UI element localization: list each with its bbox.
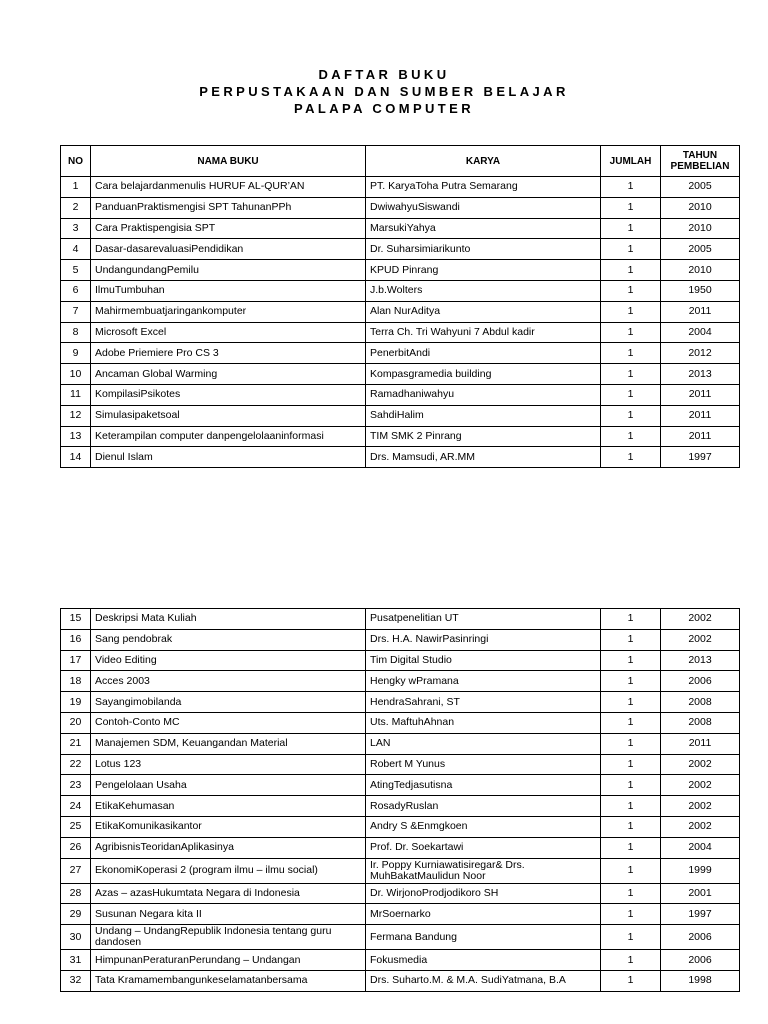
cell-tahun: 2002: [661, 629, 740, 650]
cell-nama-buku: Microsoft Excel: [91, 322, 366, 343]
doc-title-line2: PERPUSTAKAAN DAN SUMBER BELAJAR: [199, 84, 569, 99]
table-row: [61, 301, 740, 322]
table-header-row: [61, 146, 740, 177]
table-2-body: [61, 609, 740, 992]
cell-no: 2: [61, 197, 91, 218]
cell-no: 3: [61, 218, 91, 239]
cell-no: 18: [61, 671, 91, 692]
cell-tahun: 2002: [661, 609, 740, 630]
cell-no: 20: [61, 712, 91, 733]
cell-jumlah: 1: [601, 925, 661, 950]
cell-tahun: 2011: [661, 405, 740, 426]
cell-jumlah: 1: [601, 301, 661, 322]
cell-no: 17: [61, 650, 91, 671]
cell-tahun: 2012: [661, 343, 740, 364]
cell-tahun: 2013: [661, 650, 740, 671]
table-row: [61, 712, 740, 733]
cell-jumlah: 1: [601, 950, 661, 971]
cell-nama-buku: IlmuTumbuhan: [91, 280, 366, 301]
cell-nama-buku: Cara Praktispengisia SPT: [91, 218, 366, 239]
cell-no: 21: [61, 733, 91, 754]
cell-no: 16: [61, 629, 91, 650]
cell-karya: Uts. MaftuhAhnan: [366, 712, 601, 733]
cell-jumlah: 1: [601, 629, 661, 650]
cell-karya: LAN: [366, 733, 601, 754]
col-header-karya: KARYA: [366, 146, 601, 177]
cell-nama-buku: EkonomiKoperasi 2 (program ilmu – ilmu social): [91, 858, 366, 883]
cell-tahun: 2011: [661, 301, 740, 322]
table-row: [61, 775, 740, 796]
cell-tahun: 2004: [661, 837, 740, 858]
cell-no: 31: [61, 950, 91, 971]
cell-nama-buku: Pengelolaan Usaha: [91, 775, 366, 796]
cell-no: 22: [61, 754, 91, 775]
cell-no: 5: [61, 260, 91, 281]
cell-karya: Terra Ch. Tri Wahyuni 7 Abdul kadir: [366, 322, 601, 343]
doc-title-line3: PALAPA COMPUTER: [293, 101, 475, 116]
book-table-2: [60, 608, 740, 992]
cell-no: 24: [61, 796, 91, 817]
cell-karya: PT. KaryaToha Putra Semarang: [366, 177, 601, 198]
cell-tahun: 2010: [661, 218, 740, 239]
cell-tahun: 2002: [661, 816, 740, 837]
table-row: [61, 447, 740, 468]
table-row: [61, 609, 740, 630]
cell-jumlah: 1: [601, 904, 661, 925]
col-header-jumlah: JUMLAH: [601, 146, 661, 177]
cell-nama-buku: Contoh-Conto MC: [91, 712, 366, 733]
cell-tahun: 2001: [661, 883, 740, 904]
table-row: [61, 177, 740, 198]
book-table-1: [60, 145, 740, 468]
cell-karya: J.b.Wolters: [366, 280, 601, 301]
cell-no: 1: [61, 177, 91, 198]
cell-nama-buku: Mahirmembuatjaringankomputer: [91, 301, 366, 322]
cell-jumlah: 1: [601, 609, 661, 630]
cell-karya: SahdiHalim: [366, 405, 601, 426]
cell-nama-buku: Acces 2003: [91, 671, 366, 692]
cell-jumlah: 1: [601, 883, 661, 904]
table-row: [61, 733, 740, 754]
table-row: [61, 950, 740, 971]
cell-tahun: 2005: [661, 239, 740, 260]
cell-jumlah: 1: [601, 754, 661, 775]
cell-jumlah: 1: [601, 405, 661, 426]
cell-jumlah: 1: [601, 322, 661, 343]
cell-no: 12: [61, 405, 91, 426]
cell-karya: RosadyRuslan: [366, 796, 601, 817]
cell-karya: Andry S &Enmgkoen: [366, 816, 601, 837]
cell-tahun: 2010: [661, 260, 740, 281]
cell-nama-buku: Adobe Priemiere Pro CS 3: [91, 343, 366, 364]
cell-karya: Hengky wPramana: [366, 671, 601, 692]
cell-jumlah: 1: [601, 858, 661, 883]
cell-karya: PenerbitAndi: [366, 343, 601, 364]
cell-no: 7: [61, 301, 91, 322]
cell-tahun: 2002: [661, 796, 740, 817]
cell-nama-buku: Azas – azasHukumtata Negara di Indonesia: [91, 883, 366, 904]
cell-nama-buku: AgribisnisTeoridanAplikasinya: [91, 837, 366, 858]
cell-tahun: 1997: [661, 904, 740, 925]
cell-tahun: 1950: [661, 280, 740, 301]
table-row: [61, 260, 740, 281]
cell-nama-buku: KompilasiPsikotes: [91, 384, 366, 405]
cell-nama-buku: PanduanPraktismengisi SPT TahunanPPh: [91, 197, 366, 218]
cell-jumlah: 1: [601, 343, 661, 364]
cell-jumlah: 1: [601, 239, 661, 260]
cell-nama-buku: Video Editing: [91, 650, 366, 671]
cell-tahun: 2005: [661, 177, 740, 198]
cell-jumlah: 1: [601, 364, 661, 385]
table-row: [61, 837, 740, 858]
cell-tahun: 2011: [661, 384, 740, 405]
cell-jumlah: 1: [601, 970, 661, 991]
table-1-body: [61, 177, 740, 468]
cell-karya: Kompasgramedia building: [366, 364, 601, 385]
cell-karya: Drs. Suharto.M. & M.A. SudiYatmana, B.A: [366, 970, 601, 991]
cell-nama-buku: Keterampilan computer danpengelolaaninformasi: [91, 426, 366, 447]
cell-karya: Drs. H.A. NawirPasinringi: [366, 629, 601, 650]
cell-no: 23: [61, 775, 91, 796]
cell-karya: Fokusmedia: [366, 950, 601, 971]
cell-jumlah: 1: [601, 260, 661, 281]
cell-karya: Prof. Dr. Soekartawi: [366, 837, 601, 858]
cell-tahun: 2013: [661, 364, 740, 385]
cell-tahun: 2006: [661, 671, 740, 692]
cell-no: 13: [61, 426, 91, 447]
cell-karya: Fermana Bandung: [366, 925, 601, 950]
cell-karya: Ramadhaniwahyu: [366, 384, 601, 405]
cell-tahun: 1999: [661, 858, 740, 883]
cell-no: 27: [61, 858, 91, 883]
cell-no: 29: [61, 904, 91, 925]
cell-tahun: 2004: [661, 322, 740, 343]
table-row: [61, 629, 740, 650]
col-header-no: NO: [61, 146, 91, 177]
table-row: [61, 364, 740, 385]
cell-karya: HendraSahrani, ST: [366, 692, 601, 713]
table-row: [61, 426, 740, 447]
col-header-tahun: [661, 146, 740, 177]
cell-karya: Tim Digital Studio: [366, 650, 601, 671]
cell-no: 4: [61, 239, 91, 260]
table-row: [61, 692, 740, 713]
cell-nama-buku: Dasar-dasarevaluasiPendidikan: [91, 239, 366, 260]
cell-nama-buku: Dienul Islam: [91, 447, 366, 468]
table-row: [61, 816, 740, 837]
cell-no: 30: [61, 925, 91, 950]
cell-nama-buku: Susunan Negara kita II: [91, 904, 366, 925]
cell-nama-buku: Deskripsi Mata Kuliah: [91, 609, 366, 630]
cell-no: 10: [61, 364, 91, 385]
table-row: [61, 280, 740, 301]
cell-tahun: 2006: [661, 950, 740, 971]
table-row: [61, 671, 740, 692]
cell-jumlah: 1: [601, 177, 661, 198]
cell-jumlah: 1: [601, 775, 661, 796]
cell-karya: Ir. Poppy Kurniawatisiregar& Drs. MuhBakatMaulidun Noor: [366, 858, 601, 883]
cell-jumlah: 1: [601, 733, 661, 754]
cell-tahun: 2006: [661, 925, 740, 950]
cell-no: 6: [61, 280, 91, 301]
cell-tahun: 1998: [661, 970, 740, 991]
table-row: [61, 405, 740, 426]
table-row: [61, 883, 740, 904]
cell-nama-buku: Tata Kramamembangunkeselamatanbersama: [91, 970, 366, 991]
cell-nama-buku: HimpunanPeraturanPerundang – Undangan: [91, 950, 366, 971]
col-header-tahun-line2: PEMBELIAN: [670, 161, 730, 172]
cell-no: 32: [61, 970, 91, 991]
table-row: [61, 384, 740, 405]
cell-tahun: 1997: [661, 447, 740, 468]
cell-karya: AtingTedjasutisna: [366, 775, 601, 796]
cell-jumlah: 1: [601, 280, 661, 301]
cell-no: 9: [61, 343, 91, 364]
table-row: [61, 197, 740, 218]
col-header-tahun-line1: TAHUN: [682, 150, 718, 161]
cell-no: 8: [61, 322, 91, 343]
cell-no: 25: [61, 816, 91, 837]
cell-jumlah: 1: [601, 650, 661, 671]
cell-nama-buku: Sayangimobilanda: [91, 692, 366, 713]
col-header-nama-buku: NAMA BUKU: [91, 146, 366, 177]
cell-tahun: 2010: [661, 197, 740, 218]
cell-tahun: 2002: [661, 775, 740, 796]
cell-karya: MarsukiYahya: [366, 218, 601, 239]
table-row: [61, 754, 740, 775]
cell-nama-buku: EtikaKomunikasikantor: [91, 816, 366, 837]
table-row: [61, 343, 740, 364]
cell-jumlah: 1: [601, 218, 661, 239]
table-row: [61, 322, 740, 343]
cell-tahun: 2008: [661, 712, 740, 733]
cell-nama-buku: EtikaKehumasan: [91, 796, 366, 817]
table-row: [61, 239, 740, 260]
table-row: [61, 970, 740, 991]
cell-nama-buku: UndangundangPemilu: [91, 260, 366, 281]
cell-karya: Pusatpenelitian UT: [366, 609, 601, 630]
table-row: [61, 858, 740, 883]
cell-karya: TIM SMK 2 Pinrang: [366, 426, 601, 447]
cell-jumlah: 1: [601, 837, 661, 858]
cell-no: 26: [61, 837, 91, 858]
cell-tahun: 2011: [661, 733, 740, 754]
cell-jumlah: 1: [601, 447, 661, 468]
cell-karya: MrSoernarko: [366, 904, 601, 925]
cell-no: 15: [61, 609, 91, 630]
cell-no: 28: [61, 883, 91, 904]
cell-jumlah: 1: [601, 426, 661, 447]
cell-jumlah: 1: [601, 712, 661, 733]
table-row: [61, 218, 740, 239]
cell-jumlah: 1: [601, 197, 661, 218]
table-row: [61, 650, 740, 671]
cell-karya: KPUD Pinrang: [366, 260, 601, 281]
table-row: [61, 796, 740, 817]
cell-karya: Dr. WirjonoProdjodikoro SH: [366, 883, 601, 904]
cell-karya: Dr. Suharsimiarikunto: [366, 239, 601, 260]
cell-nama-buku: Cara belajardanmenulis HURUF AL-QUR’AN: [91, 177, 366, 198]
cell-tahun: 2011: [661, 426, 740, 447]
table-row: [61, 904, 740, 925]
cell-no: 11: [61, 384, 91, 405]
cell-nama-buku: Sang pendobrak: [91, 629, 366, 650]
cell-jumlah: 1: [601, 671, 661, 692]
cell-nama-buku: Ancaman Global Warming: [91, 364, 366, 385]
cell-tahun: 2008: [661, 692, 740, 713]
cell-nama-buku: Simulasipaketsoal: [91, 405, 366, 426]
doc-title-line1: DAFTAR BUKU: [318, 67, 450, 82]
cell-jumlah: 1: [601, 796, 661, 817]
cell-karya: Alan NurAditya: [366, 301, 601, 322]
cell-karya: Drs. Mamsudi, AR.MM: [366, 447, 601, 468]
cell-no: 14: [61, 447, 91, 468]
cell-nama-buku: Undang – UndangRepublik Indonesia tentang guru dandosen: [91, 925, 366, 950]
cell-nama-buku: Lotus 123: [91, 754, 366, 775]
cell-no: 19: [61, 692, 91, 713]
cell-karya: Robert M Yunus: [366, 754, 601, 775]
cell-nama-buku: Manajemen SDM, Keuangandan Material: [91, 733, 366, 754]
cell-jumlah: 1: [601, 692, 661, 713]
cell-tahun: 2002: [661, 754, 740, 775]
table-row: [61, 925, 740, 950]
cell-jumlah: 1: [601, 816, 661, 837]
cell-karya: DwiwahyuSiswandi: [366, 197, 601, 218]
cell-jumlah: 1: [601, 384, 661, 405]
